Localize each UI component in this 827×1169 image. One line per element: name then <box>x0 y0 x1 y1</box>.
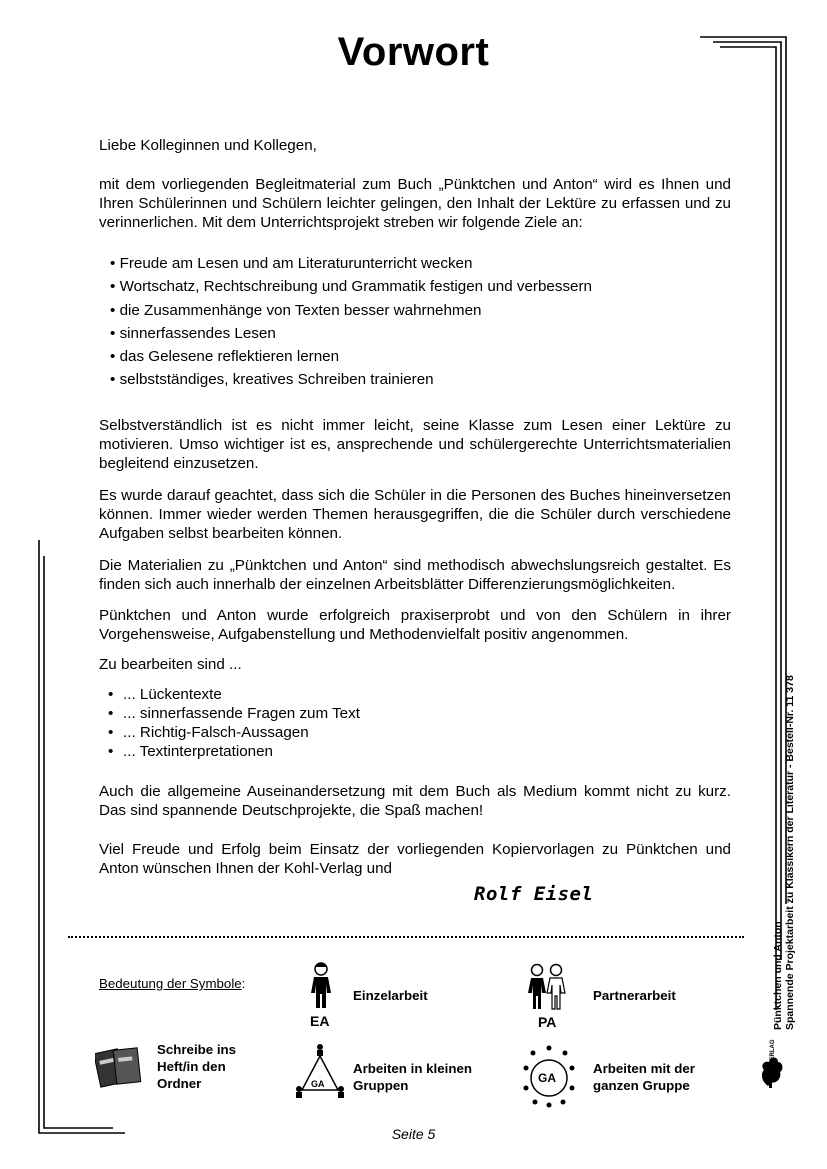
task-text: ... Lückentexte <box>123 686 222 703</box>
task-item <box>108 723 708 742</box>
pa-label: Partnerarbeit <box>593 988 676 1003</box>
small-group-code: GA <box>311 1079 325 1089</box>
closing-paragraph-1: Auch die allgemeine Auseinandersetzung mit dem Buch als Medium kommt nicht zu kurz. Das sind spannende Deutschprojekte, die Spaß machen! <box>99 783 731 819</box>
side-subtitle: Spannende Projektarbeit zu Klassikern der Literatur - Bestell-Nr. 11 378 <box>784 675 796 1030</box>
ea-label: Einzelarbeit <box>353 988 428 1003</box>
goal-text: die Zusammenhänge von Texten besser wahrnehmen <box>119 301 482 319</box>
bullet: • <box>108 724 114 741</box>
goal-item <box>110 345 730 368</box>
goal-text: selbstständiges, kreatives Schreiben trainieren <box>119 371 434 389</box>
bullet: • <box>110 324 116 342</box>
closing-paragraph-2: Viel Freude und Erfolg beim Einsatz der vorliegenden Kopiervorlagen zu Pünktchen und Anton wünschen Ihnen der Kohl-Verlag und <box>99 841 731 877</box>
bullet: • <box>110 301 116 319</box>
goal-item <box>110 252 730 275</box>
bullet: • <box>110 255 116 272</box>
whole-group-label: Arbeiten mit der ganzen Gruppe <box>593 1061 695 1093</box>
bullet: • <box>110 278 116 296</box>
intro-paragraph: mit dem vorliegenden Begleitmaterial zum Buch „Pünktchen und Anton“ wird es Ihnen und Ihren Schülerinnen und Schülern leichter gelingen, den Inhalt der Lektüre zu erfassen und zu verinnerlichen. Mit dem Unterrichtsprojekt streben wir folgende Ziele an: <box>99 176 731 231</box>
goal-item <box>110 299 730 322</box>
small-group-icon <box>294 1042 346 1102</box>
side-info <box>772 675 796 1030</box>
goal-text: Freude am Lesen und am Literaturunterricht wecken <box>119 255 473 272</box>
whole-group-code: GA <box>538 1071 556 1085</box>
tasks-list <box>108 685 708 761</box>
goal-text: Wortschatz, Rechtschreibung und Grammatik festigen und verbessern <box>119 278 593 296</box>
paragraph-1: Selbstverständlich ist es nicht immer leicht, seine Klasse zum Lesen einer Lektüre zu motivieren. Umso wichtiger ist es, ansprechende und schülergerechte Unterrichtsmaterialien begleitend einzusetzen. <box>99 417 731 472</box>
page-number: Seite 5 <box>391 1126 436 1142</box>
goal-item <box>110 322 730 345</box>
goal-item <box>110 368 730 391</box>
side-title: Pünktchen und Anton <box>772 921 784 1030</box>
symbols-heading: Bedeutung der Symbole: <box>99 976 246 991</box>
signature: Rolf Eisel <box>474 883 594 905</box>
goal-item <box>110 275 730 298</box>
task-item <box>108 742 708 761</box>
single-person-icon <box>306 961 336 1013</box>
publisher-name: KOHL VERLAG <box>770 1039 776 1083</box>
pa-code: PA <box>538 1014 557 1030</box>
symbols-heading-text: Bedeutung der Symbole <box>99 976 242 991</box>
task-text: ... sinnerfassende Fragen zum Text <box>123 705 360 722</box>
heft-label: Schreibe ins Heft/in den Ordner <box>157 1042 237 1091</box>
small-group-label: Arbeiten in kleinen Gruppen <box>353 1061 472 1093</box>
goal-text: das Gelesene reflektieren lernen <box>119 348 340 366</box>
paragraph-3: Die Materialien zu „Pünktchen und Anton“ sind methodisch abwechslungsreich gestaltet. Es finden sich auch innerhalb der einzelnen Arbeitsblätter Differenzierungsmöglichkeiten. <box>99 557 731 593</box>
greeting: Liebe Kolleginnen und Kollegen, <box>99 137 317 154</box>
tasks-intro: Zu bearbeiten sind ... <box>99 656 242 673</box>
bullet: • <box>108 686 114 703</box>
bullet: • <box>108 705 114 722</box>
task-item <box>108 704 708 723</box>
paragraph-4: Pünktchen und Anton wurde erfolgreich praxiserprobt und von den Schülern in ihrer Vorgehensweise, Aufgabenstellung und Methodenvielfalt positiv angenommen. <box>99 607 731 643</box>
notebook-icon <box>95 1045 143 1091</box>
bullet: • <box>108 743 114 760</box>
task-item <box>108 685 708 704</box>
page-title: Vorwort <box>337 30 490 74</box>
goal-text: sinnerfassendes Lesen <box>119 324 276 342</box>
goals-list <box>110 252 730 392</box>
dotted-divider <box>68 936 744 938</box>
bullet: • <box>110 371 116 389</box>
paragraph-2: Es wurde darauf geachtet, dass sich die Schüler in die Personen des Buches hineinversetzen können. Immer wieder werden Themen herausgegriffen, die die Schüler durch verschiedene Aufgaben selbst bearbeiten können. <box>99 487 731 542</box>
bullet: • <box>110 348 116 366</box>
task-text: ... Richtig-Falsch-Aussagen <box>123 724 309 741</box>
two-persons-icon <box>526 962 568 1014</box>
task-text: ... Textinterpretationen <box>123 743 273 760</box>
ea-code: EA <box>310 1013 330 1029</box>
